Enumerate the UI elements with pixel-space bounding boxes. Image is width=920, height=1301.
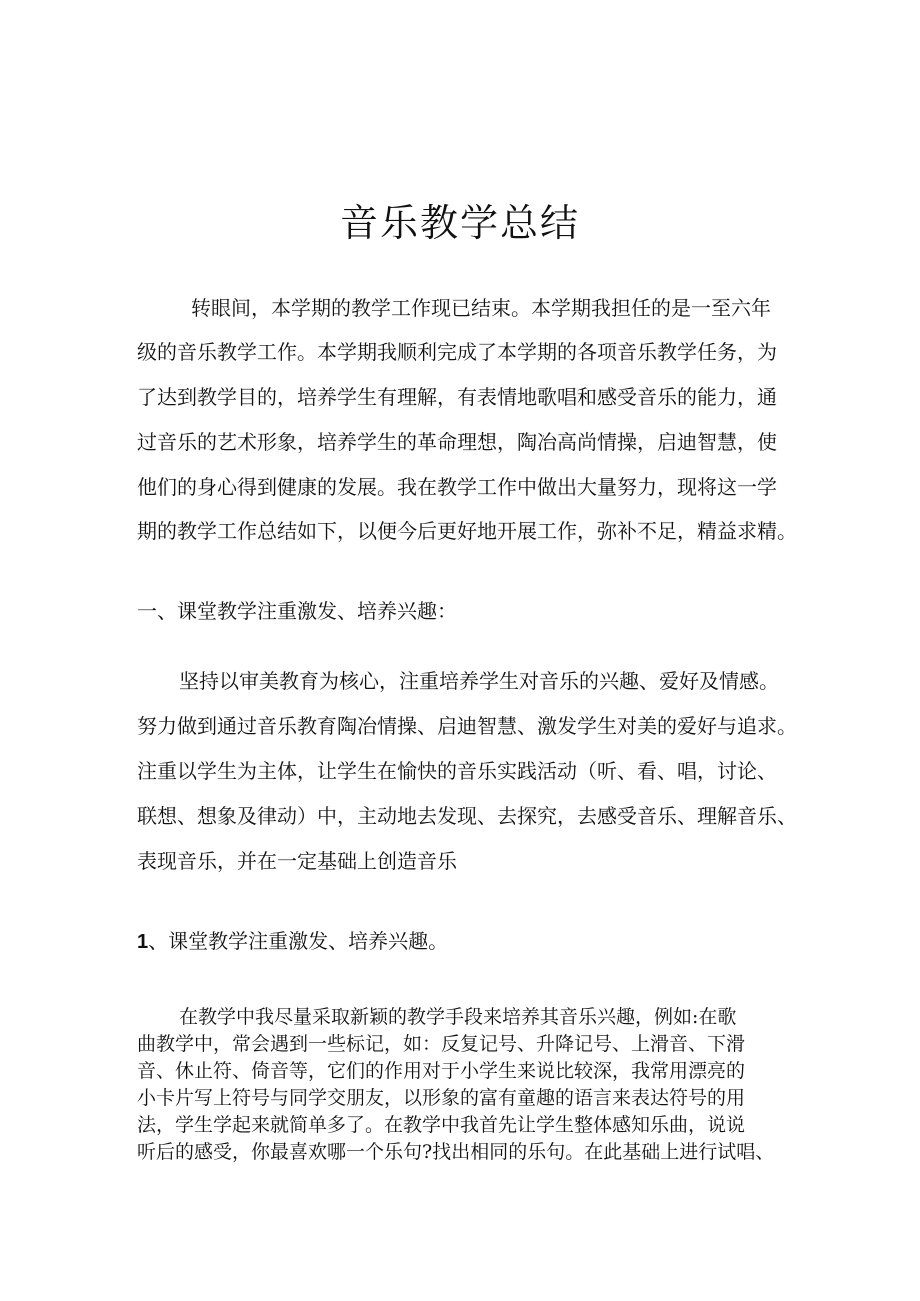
subsection-line-5: 法，学生学起来就简单多了。在教学中我首先让学生整体感知乐曲，说说 bbox=[137, 1114, 746, 1136]
section-line-2: 努力做到通过音乐教育陶冶情操、启迪智慧、激发学生对美的爱好与追求。 bbox=[137, 714, 797, 738]
subsection-line-2: 曲教学中，常会遇到一些标记，如：反复记号、升降记号、上滑音、下滑 bbox=[137, 1033, 746, 1055]
subsection-heading bbox=[137, 919, 448, 964]
page-title: 音乐教学总结 bbox=[339, 201, 580, 245]
subsection-line-4: 小卡片写上符号与同学交朋友，以形象的富有童趣的语言来表达符号的用 bbox=[137, 1087, 746, 1109]
section-line-3: 注重以学生为主体，让学生在愉快的音乐实践活动（听、看、唱，讨论、 bbox=[137, 759, 777, 783]
intro-line-1: 转眼间，本学期的教学工作现已结束。本学期我担任的是一至六年 bbox=[191, 296, 771, 320]
section-line-4: 联想、想象及律动）中，主动地去发现、去探究，去感受音乐、理解音乐、 bbox=[137, 804, 797, 828]
intro-line-4: 过音乐的艺术形象，培养学生的革命理想，陶冶高尚情操，启迪智慧，使 bbox=[137, 430, 777, 454]
section-line-5: 表现音乐，并在一定基础上创造音乐 bbox=[137, 849, 457, 873]
subsection-line-6: 听后的感受，你最喜欢哪一个乐句?找出相同的乐句。在此基础上进行试唱、 bbox=[137, 1141, 775, 1163]
subsection-line-3: 音、休止符、倚音等，它们的作用对于小学生来说比较深，我常用漂亮的 bbox=[137, 1060, 746, 1082]
section-heading: 一、课堂教学注重激发、培养兴趣： bbox=[137, 599, 457, 623]
intro-line-3: 了达到教学目的，培养学生有理解，有表情地歌唱和感受音乐的能力，通 bbox=[137, 385, 777, 409]
subsection-number: 1 bbox=[137, 931, 149, 953]
intro-line-2: 级的音乐教学工作。本学期我顺利完成了本学期的各项音乐教学任务，为 bbox=[137, 340, 777, 364]
intro-line-6: 期的教学工作总结如下，以便今后更好地开展工作，弥补不足，精益求精。 bbox=[137, 519, 797, 543]
subsection-title: 、课堂教学注重激发、培养兴趣。 bbox=[148, 929, 449, 953]
subsection-line-1: 在教学中我尽量采取新颖的教学手段来培养其音乐兴趣，例如:在歌 bbox=[179, 1006, 737, 1028]
section-line-1: 坚持以审美教育为核心，注重培养学生对音乐的兴趣、爱好及情感。 bbox=[179, 669, 779, 693]
intro-line-5: 他们的身心得到健康的发展。我在教学工作中做出大量努力，现将这一学 bbox=[137, 475, 777, 499]
